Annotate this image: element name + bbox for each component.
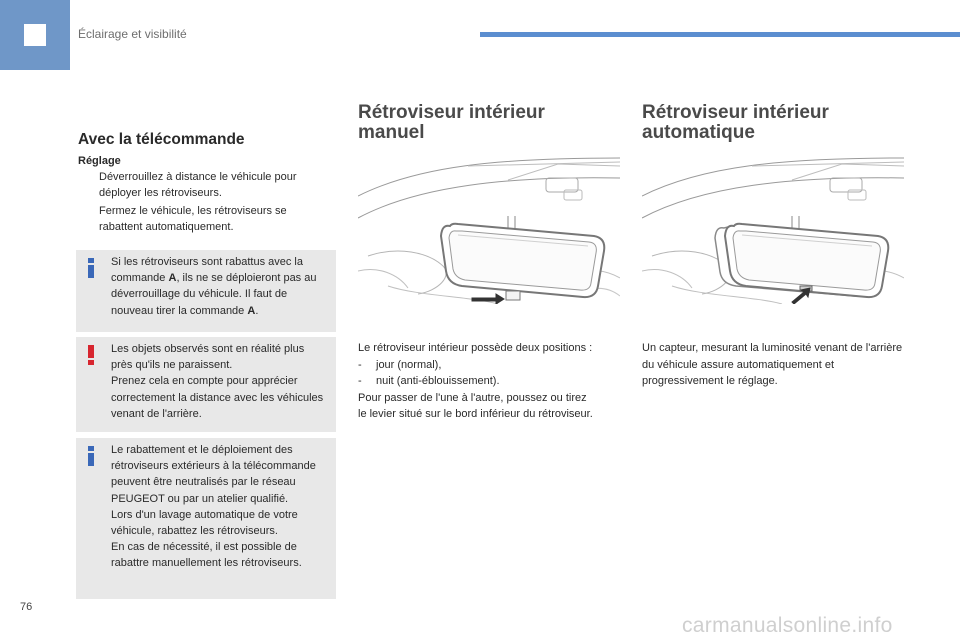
remote-heading: Avec la télécommande [78, 131, 245, 148]
manual-item-night: - nuit (anti-éblouissement). [358, 375, 500, 387]
manual-mirror-heading: Rétroviseur intérieur manuel [358, 102, 545, 143]
chapter-tab [0, 0, 70, 70]
info-icon [88, 446, 95, 466]
header-rule [480, 32, 960, 37]
manual-outro: Pour passer de l'une à l'autre, poussez ou tirez le levier situé sur le bord inférieur du rétroviseur. [358, 391, 593, 420]
section-title: Éclairage et visibilité [78, 27, 187, 41]
manual-intro: Le rétroviseur intérieur possède deux positions : [358, 342, 593, 354]
automatic-mirror-heading: Rétroviseur intérieur automatique [642, 102, 829, 143]
warning-note-distance: Les objets observés sont en réalité plus près qu'ils ne paraissent. Prenez cela en compte pour apprécier correctement la distance avec les véhicules venant de l'arrière. [76, 337, 336, 432]
info-icon [88, 258, 95, 278]
bullet-item: Fermez le véhicule, les rétroviseurs se rabattent automatiquement. [99, 205, 287, 233]
manual-item-day: - jour (normal), [358, 358, 442, 371]
bullet-item: Déverrouillez à distance le véhicule pour déployer les rétroviseurs. [99, 171, 297, 199]
info-note-folded: Si les rétroviseurs sont rabattus avec la commande A, ils ne se déploieront pas au déverrouillage du véhicule. Il faut de nouveau tirer la commande A. [76, 250, 336, 332]
automatic-mirror-description: Un capteur, mesurant la luminosité venant de l'arrière du véhicule assure automatiquement et progressivement le réglage. [642, 342, 903, 387]
automatic-mirror-illustration [642, 156, 904, 304]
warning-icon [88, 345, 95, 365]
watermark: carmanualsonline.info [682, 614, 893, 637]
info-note-neutralize: Le rabattement et le déploiement des rétroviseurs extérieurs à la télécommande peuvent être neutralisés par le réseau PEUGEOT ou par un atelier qualifié. Lors d'un lavage automatique de votre véhicule, rabattez les rétroviseurs. En cas de nécessité, il est possible de rabattre manuellement les rétroviseurs. [76, 438, 336, 599]
manual-mirror-illustration [358, 156, 620, 304]
manual-mirror-description [358, 340, 598, 423]
page-number: 76 [20, 601, 33, 613]
adjustment-bullets [78, 169, 328, 237]
adjustment-subheading: Réglage [78, 155, 121, 167]
